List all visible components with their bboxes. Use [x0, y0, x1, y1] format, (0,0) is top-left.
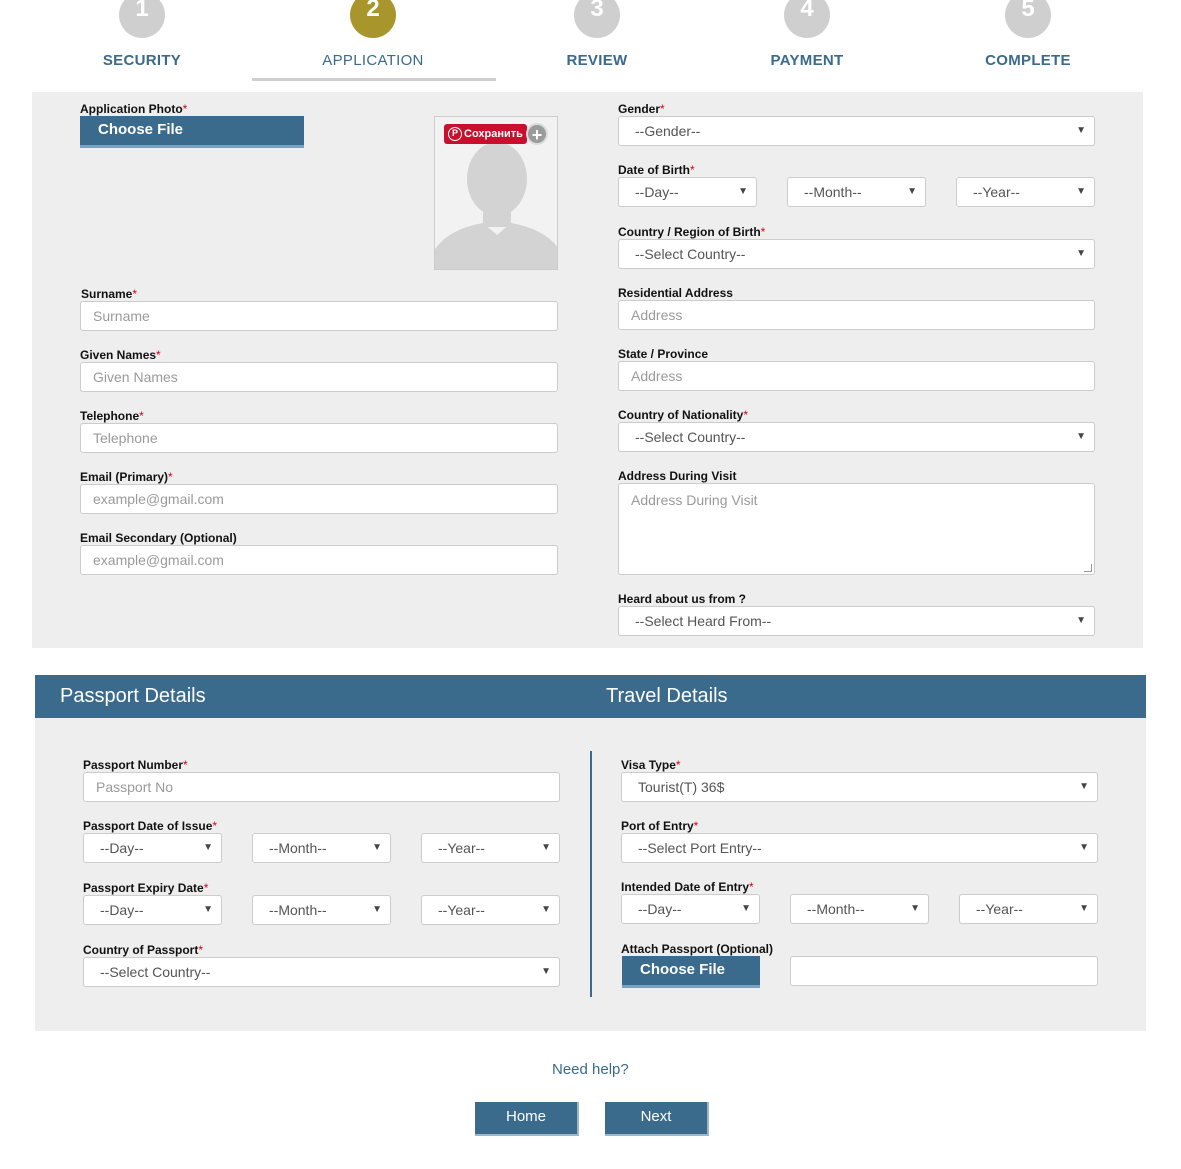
passport-details-title: Passport Details [60, 685, 206, 707]
caret-down-icon: ▼ [1079, 903, 1089, 914]
travel-details-title: Travel Details [606, 685, 728, 707]
state-province-label: State / Province [618, 347, 709, 361]
gender-label: Gender* [618, 102, 665, 116]
expiry-month-select[interactable] [252, 895, 391, 925]
passport-expiry-label: Passport Expiry Date* [83, 881, 209, 895]
caret-down-icon: ▼ [541, 842, 551, 853]
caret-down-icon: ▼ [1076, 186, 1086, 197]
issue-day-value: --Day-- [100, 840, 144, 856]
issue-day-select[interactable] [83, 833, 222, 863]
email-primary-label: Email (Primary)* [80, 470, 173, 484]
photo-label: Application Photo* [80, 102, 188, 116]
photo-choose-file-button[interactable]: Choose File [80, 116, 304, 148]
dob-month-select[interactable] [787, 177, 926, 207]
step-number: 4 [784, 0, 830, 38]
country-of-birth-value: --Select Country-- [635, 246, 746, 262]
heard-from-select[interactable] [618, 606, 1095, 636]
attach-passport-choose-file-button[interactable]: Choose File [622, 956, 760, 988]
country-of-passport-select[interactable] [83, 957, 560, 987]
active-step-underline [252, 78, 496, 81]
caret-down-icon: ▼ [1076, 431, 1086, 442]
entry-day-select[interactable] [621, 894, 760, 924]
visa-type-label: Visa Type* [621, 758, 681, 772]
nationality-value: --Select Country-- [635, 429, 746, 445]
plus-circle-icon[interactable]: + [526, 123, 548, 145]
step-number: 3 [574, 0, 620, 38]
email-secondary-input[interactable]: example@gmail.com [80, 545, 558, 575]
port-of-entry-select[interactable] [621, 833, 1098, 863]
step-label: REVIEW [566, 52, 628, 69]
home-button[interactable]: Home [475, 1102, 579, 1136]
issue-year-select[interactable] [421, 833, 560, 863]
nationality-select[interactable] [618, 422, 1095, 452]
caret-down-icon: ▼ [907, 186, 917, 197]
entry-day-value: --Day-- [638, 901, 682, 917]
caret-down-icon: ▼ [372, 904, 382, 915]
dob-month-value: --Month-- [804, 184, 862, 200]
expiry-month-value: --Month-- [269, 902, 327, 918]
expiry-day-select[interactable] [83, 895, 222, 925]
email-secondary-label: Email Secondary (Optional) [80, 531, 237, 545]
caret-down-icon: ▼ [1079, 781, 1089, 792]
port-of-entry-label: Port of Entry* [621, 819, 699, 833]
expiry-year-select[interactable] [421, 895, 560, 925]
country-of-passport-label: Country of Passport* [83, 943, 204, 957]
country-of-passport-value: --Select Country-- [100, 964, 211, 980]
residential-address-input[interactable]: Address [618, 300, 1095, 330]
details-header [35, 675, 1146, 718]
dob-label: Date of Birth* [618, 163, 695, 177]
attach-passport-filename [790, 956, 1098, 986]
step-label: COMPLETE [985, 52, 1071, 69]
step-review[interactable] [517, 0, 677, 69]
issue-month-select[interactable] [252, 833, 391, 863]
caret-down-icon: ▼ [203, 842, 213, 853]
entry-date-label: Intended Date of Entry* [621, 880, 754, 894]
email-primary-input[interactable]: example@gmail.com [80, 484, 558, 514]
address-during-visit-placeholder: Address During Visit [631, 492, 758, 508]
visa-type-select[interactable] [621, 772, 1098, 802]
step-label: PAYMENT [770, 52, 844, 69]
dob-year-select[interactable] [956, 177, 1095, 207]
dob-year-value: --Year-- [973, 184, 1020, 200]
given-names-input[interactable]: Given Names [80, 362, 558, 392]
caret-down-icon: ▼ [741, 903, 751, 914]
details-divider [590, 751, 592, 997]
caret-down-icon: ▼ [1076, 248, 1086, 259]
heard-from-label: Heard about us from ? [618, 592, 747, 606]
step-number: 5 [1005, 0, 1051, 38]
pinterest-save-button[interactable]: P Сохранить [444, 124, 527, 144]
passport-number-input[interactable]: Passport No [83, 772, 560, 802]
issue-year-value: --Year-- [438, 840, 485, 856]
attach-passport-label: Attach Passport (Optional) [621, 942, 774, 956]
step-label: SECURITY [102, 52, 182, 69]
country-of-birth-label: Country / Region of Birth* [618, 225, 766, 239]
address-during-visit-label: Address During Visit [618, 469, 737, 483]
caret-down-icon: ▼ [1076, 615, 1086, 626]
passport-issue-label: Passport Date of Issue* [83, 819, 218, 833]
state-province-input[interactable]: Address [618, 361, 1095, 391]
dob-day-select[interactable] [618, 177, 757, 207]
step-application[interactable] [293, 0, 453, 69]
heard-from-value: --Select Heard From-- [635, 613, 772, 629]
caret-down-icon: ▼ [1076, 125, 1086, 136]
gender-select-value: --Gender-- [635, 123, 701, 139]
visa-type-value: Tourist(T) 36$ [638, 779, 725, 795]
step-payment[interactable] [727, 0, 887, 69]
caret-down-icon: ▼ [541, 966, 551, 977]
passport-number-label: Passport Number* [83, 758, 188, 772]
expiry-day-value: --Day-- [100, 902, 144, 918]
nationality-label: Country of Nationality* [618, 408, 749, 422]
port-of-entry-value: --Select Port Entry-- [638, 840, 762, 856]
caret-down-icon: ▼ [738, 186, 748, 197]
resize-handle-icon[interactable] [1084, 564, 1092, 572]
entry-year-value: --Year-- [976, 901, 1023, 917]
issue-month-value: --Month-- [269, 840, 327, 856]
caret-down-icon: ▼ [203, 904, 213, 915]
entry-month-select[interactable] [790, 894, 929, 924]
address-during-visit-textarea[interactable] [618, 483, 1095, 575]
caret-down-icon: ▼ [541, 904, 551, 915]
next-button[interactable]: Next [605, 1102, 709, 1136]
telephone-label: Telephone* [80, 409, 144, 423]
gender-select[interactable] [618, 116, 1095, 146]
entry-year-select[interactable] [959, 894, 1098, 924]
caret-down-icon: ▼ [372, 842, 382, 853]
residential-address-label: Residential Address [618, 286, 733, 300]
step-number: 1 [119, 0, 165, 38]
step-security[interactable] [62, 0, 222, 69]
given-names-label: Given Names* [80, 348, 161, 362]
surname-input[interactable]: Surname [80, 301, 558, 331]
caret-down-icon: ▼ [1079, 842, 1089, 853]
step-complete[interactable] [948, 0, 1108, 69]
pinterest-icon: P [448, 127, 462, 141]
telephone-input[interactable]: Telephone [80, 423, 558, 453]
step-number: 2 [350, 0, 396, 38]
dob-day-value: --Day-- [635, 184, 679, 200]
need-help-link[interactable]: Need help? [552, 1061, 629, 1078]
caret-down-icon: ▼ [910, 903, 920, 914]
surname-label: Surname* [81, 287, 138, 301]
entry-month-value: --Month-- [807, 901, 865, 917]
step-label: APPLICATION [322, 52, 424, 69]
country-of-birth-select[interactable] [618, 239, 1095, 269]
expiry-year-value: --Year-- [438, 902, 485, 918]
